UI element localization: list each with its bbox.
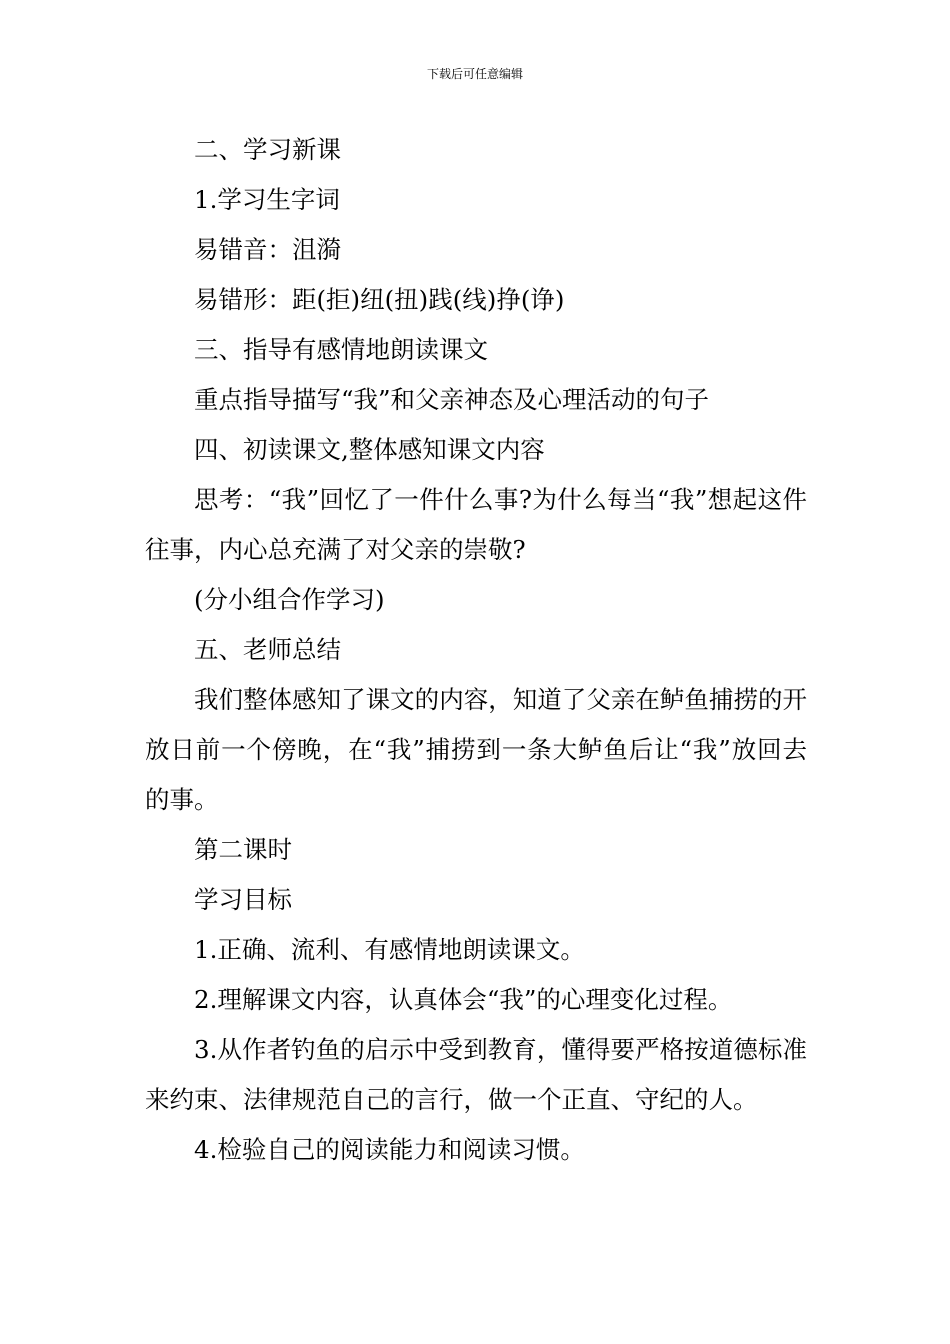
pronunciation-note: 易错音：沮漪 (194, 235, 341, 264)
page-header: 下载后可任意编辑 (426, 67, 523, 81)
reading-focus: 重点指导描写“我”和父亲神态及心理活动的句子 (194, 385, 710, 414)
goal-item-2: 2.理解课文内容，认真体会“我”的心理变化过程。 (194, 985, 733, 1014)
lesson-two-heading: 第二课时 (194, 835, 292, 864)
summary-paragraph: 我们整体感知了课文的内容，知道了父亲在鲈鱼捕捞的开放日前一个傍晚，在“我”捕捞到一条大鲈鱼后让“我”放回去的事。 (145, 685, 807, 814)
learning-goals-heading: 学习目标 (194, 885, 292, 914)
list-item-vocabulary: 1.学习生字词 (194, 185, 340, 214)
character-form-note: 易错形：距(拒)纽(扭)践(线)挣(诤) (194, 285, 565, 314)
thinking-question: 思考：“我”回忆了一件什么事?为什么每当“我”想起这件往事，内心总充满了对父亲的崇敬? (145, 485, 807, 564)
goal-item-4: 4.检验自己的阅读能力和阅读习惯。 (194, 1135, 585, 1164)
group-study-note: (分小组合作学习) (194, 585, 385, 614)
section-heading-first-reading: 四、初读课文,整体感知课文内容 (194, 435, 545, 464)
section-heading-summary: 五、老师总结 (194, 635, 341, 664)
section-heading-reading: 三、指导有感情地朗读课文 (194, 335, 488, 364)
goal-item-1: 1.正确、流利、有感情地朗读课文。 (194, 935, 585, 964)
section-heading-new-lesson: 二、学习新课 (194, 135, 341, 164)
document-body (145, 125, 807, 1175)
goal-item-3: 3.从作者钓鱼的启示中受到教育，懂得要严格按道德标准来约束、法律规范自己的言行，做一个正直、守纪的人。 (145, 1035, 807, 1114)
